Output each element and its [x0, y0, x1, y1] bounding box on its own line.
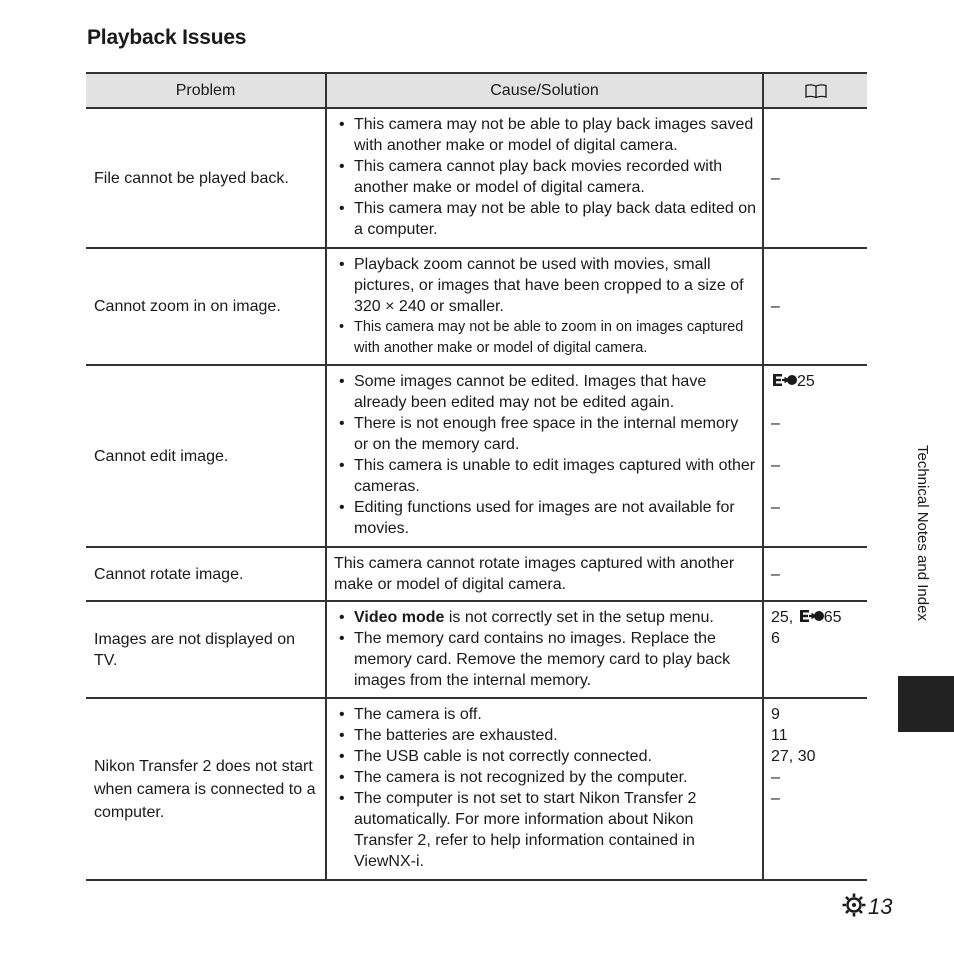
reference-value: –	[771, 415, 780, 432]
cause-cell	[326, 108, 763, 248]
reference-value: 6	[771, 630, 780, 647]
table-row	[86, 547, 867, 601]
page-number	[840, 892, 892, 920]
reference-value: –	[771, 169, 780, 187]
problem-cell: Images are not displayed on TV.	[86, 601, 326, 698]
reference-value: –	[771, 499, 780, 516]
problem-cell: File cannot be played back.	[86, 108, 326, 248]
reference-value: 25, 65	[771, 609, 842, 626]
reference-value	[771, 371, 860, 392]
reference-cell	[763, 601, 867, 698]
table-header-row	[86, 73, 867, 108]
header-cause-solution: Cause/Solution	[326, 73, 763, 108]
reference-value: –	[771, 769, 780, 786]
reference-value: –	[771, 457, 780, 474]
section-tab-marker	[898, 676, 954, 732]
cause-item: • Video mode is not correctly set in the setup menu.	[334, 607, 756, 628]
problem-cell: Cannot rotate image.	[86, 547, 326, 601]
cause-cell	[326, 248, 763, 365]
cause-item: • This camera is unable to edit images captured with other cameras.	[334, 455, 756, 497]
cause-item: • This camera may not be able to play back data edited on a computer.	[334, 198, 756, 240]
reference-value: 11	[771, 727, 788, 744]
cause-cell	[326, 698, 763, 880]
reference-arrow-icon	[771, 373, 797, 387]
cause-cell	[326, 365, 763, 547]
table-row	[86, 365, 867, 547]
reference-page: 25	[797, 373, 815, 390]
page-number-text: 13	[868, 894, 893, 919]
reference-value: –	[771, 790, 780, 807]
cause-item: • There is not enough free space in the internal memory or on the memory card.	[334, 413, 756, 455]
cause-item: • The memory card contains no images. Replace the memory card. Remove the memory card to play back images from the internal memory.	[334, 628, 756, 691]
section-side-label-text: Technical Notes and Index	[914, 445, 931, 621]
table-row	[86, 108, 867, 248]
cause-item: • Playback zoom cannot be used with movies, small pictures, or images that have been cropped to a size of 320 × 240 or smaller.	[334, 254, 756, 317]
table-row	[86, 248, 867, 365]
cause-item: • The batteries are exhausted.	[334, 725, 756, 746]
problem-cell: Cannot edit image.	[86, 365, 326, 547]
section-side-label	[903, 445, 933, 665]
book-icon	[804, 83, 828, 99]
reference-value: –	[771, 298, 780, 315]
reference-cell	[763, 248, 867, 365]
reference-arrow-icon	[798, 609, 824, 623]
playback-issues-table	[86, 72, 867, 881]
cause-item: • The camera is off.	[334, 704, 756, 725]
reference-cell	[763, 108, 867, 248]
table-row	[86, 698, 867, 880]
reference-value: 9	[771, 706, 780, 723]
reference-cell	[763, 365, 867, 547]
technical-notes-icon	[840, 892, 868, 918]
reference-cell	[763, 698, 867, 880]
reference-value: 27, 30	[771, 748, 816, 765]
cause-item: • The camera is not recognized by the computer.	[334, 767, 756, 788]
cause-item: • Editing functions used for images are not available for movies.	[334, 497, 756, 539]
header-reference	[763, 73, 867, 108]
cause-cell	[326, 601, 763, 698]
page-title: Playback Issues	[87, 26, 247, 49]
reference-cell	[763, 547, 867, 601]
header-problem: Problem	[86, 73, 326, 108]
table-row	[86, 601, 867, 698]
cause-cell: This camera cannot rotate images captured with another make or model of digital camera.	[326, 547, 763, 601]
cause-item: • Some images cannot be edited. Images that have already been edited may not be edited again.	[334, 371, 756, 413]
problem-cell: Nikon Transfer 2 does not start when camera is connected to a computer.	[86, 698, 326, 880]
cause-item: • The USB cable is not correctly connected.	[334, 746, 756, 767]
problem-cell: Cannot zoom in on image.	[86, 248, 326, 365]
cause-item: • This camera may not be able to zoom in on images captured with another make or model of digital camera.	[334, 317, 756, 359]
cause-item: • This camera may not be able to play back images saved with another make or model of digital camera.	[334, 114, 756, 156]
cause-item: • This camera cannot play back movies recorded with another make or model of digital camera.	[334, 156, 756, 198]
reference-value: –	[771, 565, 780, 583]
cause-item: • The computer is not set to start Nikon Transfer 2 automatically. For more information about Nikon Transfer 2, refer to help information contained in ViewNX-i.	[334, 788, 756, 872]
setting-name: Video mode	[354, 609, 445, 626]
